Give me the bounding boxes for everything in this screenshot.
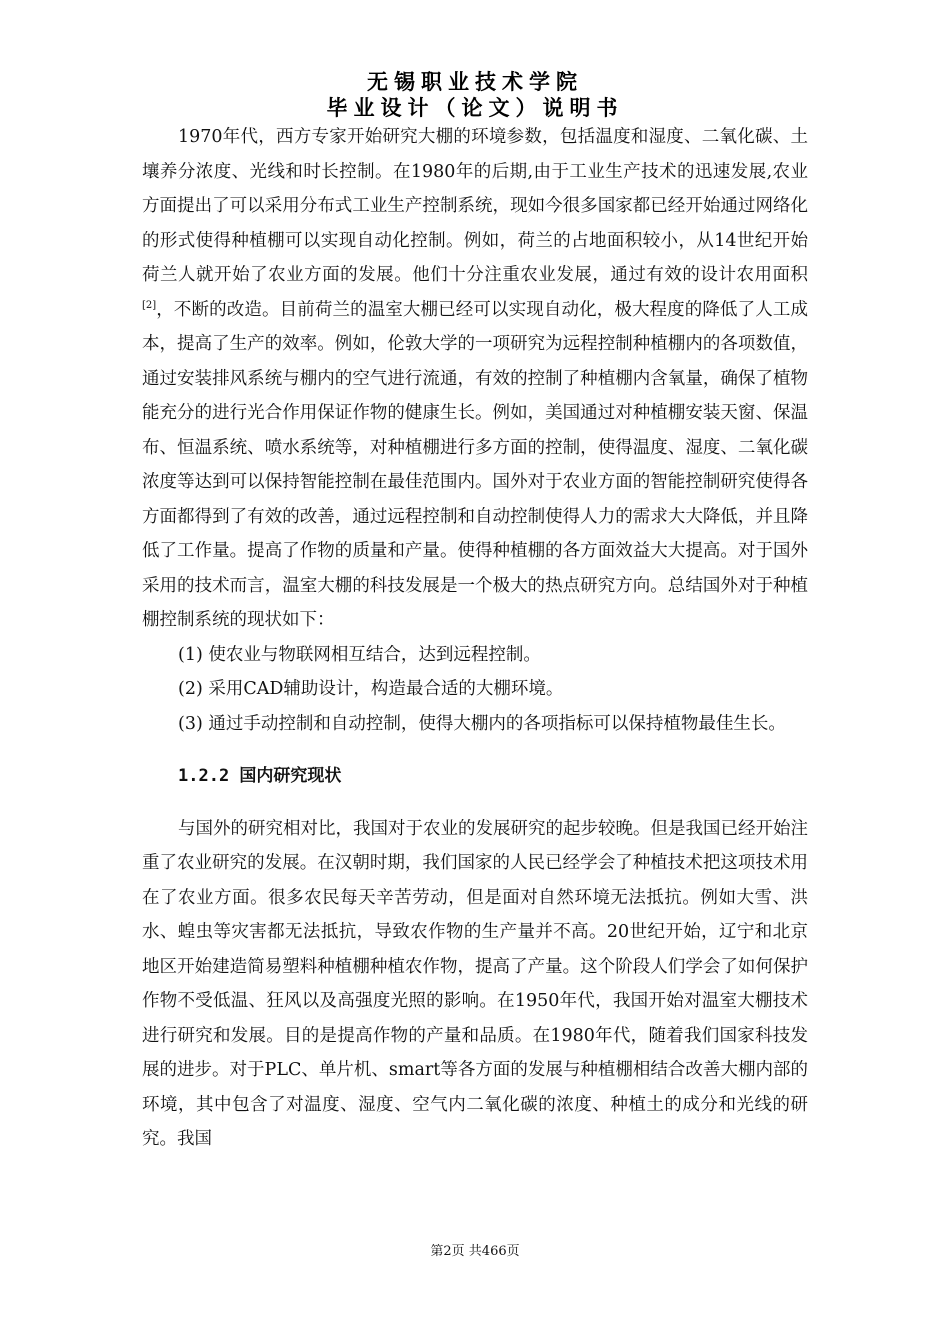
paragraph-text: 1970年代，西方专家开始研究大棚的环境参数，包括温度和湿度、二氧化碳、土壤养分浓度、光线和时长控制。在1980年的后期,由于工业生产技术的迅速发展,农业方面提出了可以采用分布式工业生产控制系统，现如今很多国家都已经开始通过网络化的形式使得种植棚可以实现自动化控制。例如，荷兰的占地面积较小，从14世纪开始荷兰人就开始了农业方面的发展。他们十分注重农业发展，通过有效的设计农用面积	[142, 127, 808, 285]
paragraph-text: ，不断的改造。目前荷兰的温室大棚已经可以实现自动化，极大程度的降低了人工成本，提高了生产的效率。例如，伦敦大学的一项研究为远程控制种植棚内的各项数值，通过安装排风系统与棚内的空气进行流通，有效的控制了种植棚内含氧量，确保了植物能充分的进行光合作用保证作物的健康生长。例如，美国通过对种植棚安装天窗、保温布、恒温系统、喷水系统等，对种植棚进行多方面的控制，使得温度、湿度、二氧化碳浓度等达到可以保持智能控制在最佳范围内。国外对于农业方面的智能控制研究使得各方面都得到了有效的改善，通过远程控制和自动控制使得人力的需求大大降低，并且降低了工作量。提高了作物的质量和产量。使得种植棚的各方面效益大大提高。对于国外采用的技术而言，温室大棚的科技发展是一个极大的热点研究方向。总结国外对于种植棚控制系统的现状如下：	[142, 299, 808, 630]
section-heading: 1.2.2 国内研究现状	[178, 766, 342, 786]
paragraph-domestic-research: 与国外的研究相对比，我国对于农业的发展研究的起步较晚。但是我国已经开始注重了农业研究的发展。在汉朝时期，我们国家的人民已经学会了种植技术把这项技术用在了农业方面。很多农民每天辛苦劳动，但是面对自然环境无法抵抗。例如大雪、洪水、蝗虫等灾害都无法抵抗，导致农作物的生产量并不高。20世纪开始，辽宁和北京地区开始建造简易塑料种植棚种植农作物，提高了产量。这个阶段人们学会了如何保护作物不受低温、狂风以及高强度光照的影响。在1950年代，我国开始对温室大棚技术进行研究和发展。目的是提高作物的产量和品质。在1980年代，随着我们国家科技发展的进步。对于PLC、单片机、smart等各方面的发展与种植棚相结合改善大棚内部的环境，其中包含了对温度、湿度、空气内二氧化碳的浓度、种植土的成分和光线的研究。我国	[142, 818, 808, 1149]
page-footer: 第2页 共466页	[430, 1244, 520, 1259]
document-type-header: 毕业设计（论文）说明书	[326, 96, 624, 120]
paragraph-foreign-research	[142, 120, 808, 638]
list-item: (1) 使农业与物联网相互结合，达到远程控制。	[178, 644, 541, 665]
list-item: (2) 采用CAD辅助设计，构造最合适的大棚环境。	[178, 679, 564, 699]
citation-reference: [2]	[142, 299, 157, 311]
school-name-header: 无锡职业技术学院	[367, 70, 583, 94]
body-text	[142, 120, 808, 1157]
list-item: (3) 通过手动控制和自动控制，使得大棚内的各项指标可以保持植物最佳生长。	[178, 713, 786, 734]
